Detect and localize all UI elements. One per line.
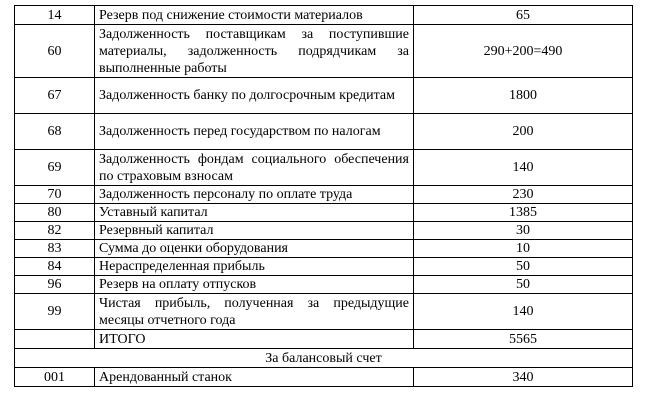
account-value: 140 bbox=[414, 294, 633, 330]
total-value: 5565 bbox=[414, 330, 633, 349]
table-row bbox=[15, 294, 633, 330]
account-code: 69 bbox=[15, 150, 95, 186]
table-row bbox=[15, 6, 633, 25]
account-description: Задолженность персоналу по оплате труда bbox=[95, 186, 414, 204]
account-code bbox=[15, 330, 95, 349]
balance-table bbox=[14, 5, 633, 387]
account-value: 1385 bbox=[414, 204, 633, 222]
account-value: 200 bbox=[414, 114, 633, 150]
account-description: Задолженность банку по долгосрочным кредитам bbox=[95, 78, 414, 114]
table-row bbox=[15, 204, 633, 222]
account-code: 14 bbox=[15, 6, 95, 25]
account-description: Резервный капитал bbox=[95, 222, 414, 240]
account-description: Арендованный станок bbox=[95, 368, 414, 387]
table-row bbox=[15, 25, 633, 78]
account-code: 83 bbox=[15, 240, 95, 258]
account-code: 60 bbox=[15, 25, 95, 78]
table-row bbox=[15, 222, 633, 240]
total-row bbox=[15, 330, 633, 349]
table-row bbox=[15, 114, 633, 150]
account-value: 230 bbox=[414, 186, 633, 204]
account-code: 96 bbox=[15, 276, 95, 294]
account-description: Уставный капитал bbox=[95, 204, 414, 222]
table-row bbox=[15, 78, 633, 114]
account-description: Нераспределенная прибыль bbox=[95, 258, 414, 276]
table-row bbox=[15, 276, 633, 294]
account-value: 290+200=490 bbox=[414, 25, 633, 78]
section-header: За балансовый счет bbox=[15, 349, 633, 368]
account-description: Сумма до оценки оборудования bbox=[95, 240, 414, 258]
account-value: 50 bbox=[414, 258, 633, 276]
account-code: 001 bbox=[15, 368, 95, 387]
account-code: 67 bbox=[15, 78, 95, 114]
account-description: Задолженность фондам социального обеспечения по страховым взносам bbox=[95, 150, 414, 186]
account-code: 82 bbox=[15, 222, 95, 240]
table-row bbox=[15, 258, 633, 276]
account-code: 70 bbox=[15, 186, 95, 204]
account-description: Задолженность поставщикам за поступившие материалы, задолженность подрядчикам за выполненные работы bbox=[95, 25, 414, 78]
table-row bbox=[15, 186, 633, 204]
table-row bbox=[15, 150, 633, 186]
account-code: 80 bbox=[15, 204, 95, 222]
account-value: 65 bbox=[414, 6, 633, 25]
account-code: 99 bbox=[15, 294, 95, 330]
account-value: 10 bbox=[414, 240, 633, 258]
account-description: Резерв на оплату отпусков bbox=[95, 276, 414, 294]
account-value: 340 bbox=[414, 368, 633, 387]
account-value: 1800 bbox=[414, 78, 633, 114]
table-row bbox=[15, 240, 633, 258]
account-code: 84 bbox=[15, 258, 95, 276]
account-code: 68 bbox=[15, 114, 95, 150]
total-label: ИТОГО bbox=[95, 330, 414, 349]
account-value: 30 bbox=[414, 222, 633, 240]
account-description: Чистая прибыль, полученная за предыдущие месяцы отчетного года bbox=[95, 294, 414, 330]
account-value: 50 bbox=[414, 276, 633, 294]
account-description: Резерв под снижение стоимости материалов bbox=[95, 6, 414, 25]
table-row bbox=[15, 368, 633, 387]
account-value: 140 bbox=[414, 150, 633, 186]
account-description: Задолженность перед государством по налогам bbox=[95, 114, 414, 150]
section-header-row bbox=[15, 349, 633, 368]
